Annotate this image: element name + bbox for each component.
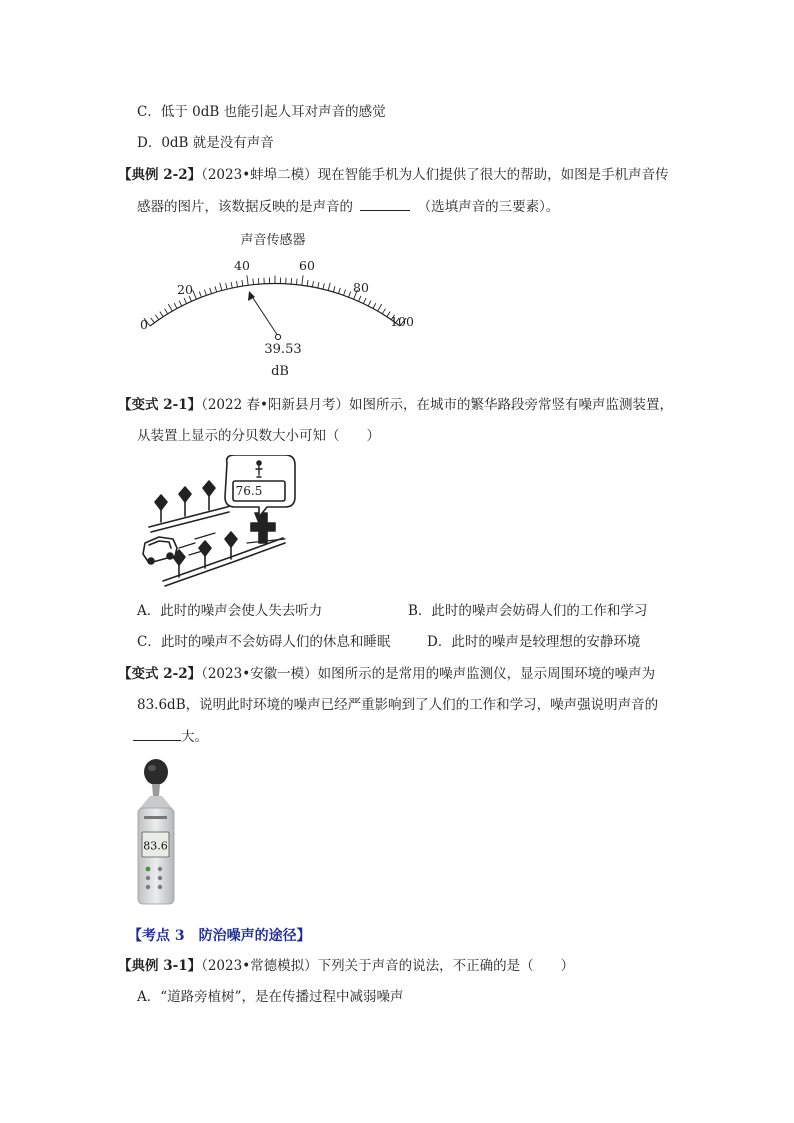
dial-tick: [328, 283, 330, 291]
dial-tick: [378, 304, 382, 311]
option-a: A．“道路旁植树”，是在传播过程中减弱噪声: [137, 989, 404, 1005]
dial-pointer: [251, 295, 278, 336]
dial-tick: [215, 286, 217, 292]
dial-tick: [174, 303, 177, 308]
sound-sensor-figure: [130, 225, 420, 380]
option-d: D．此时的噪声是较理想的安静环境: [427, 634, 641, 650]
dial-tick: [160, 312, 163, 317]
dial-tick: [168, 304, 172, 311]
dial-tick: [296, 279, 297, 285]
option-a: A．此时的噪声会使人失去听力: [137, 603, 323, 619]
question-tag: 【变式 2-1】: [118, 397, 202, 413]
dial-tick: [179, 301, 182, 306]
option-c: C．低于 0dB 也能引起人耳对声音的感觉: [137, 104, 386, 120]
question-2-2-line1: [118, 166, 669, 184]
variant-2-2-line1: [118, 665, 655, 683]
meter-value: 83.6: [143, 839, 168, 853]
answer-blank[interactable]: [133, 727, 181, 741]
question-source: （2023•蚌埠二模）: [201, 167, 318, 183]
section-heading: 【考点 3 防治噪声的途径】: [128, 928, 311, 944]
dial-tick: [359, 296, 361, 301]
dial-tick: [307, 280, 308, 286]
dial-tick: [236, 281, 237, 287]
dial-tick: [382, 309, 385, 314]
scale-label-20: 20: [177, 282, 193, 297]
question-text: 现在智能手机为人们提供了很大的帮助，如图是手机声音传: [317, 167, 669, 183]
scale-label-100: 100: [390, 314, 414, 329]
question-text: 大。: [181, 729, 208, 745]
dial-tick: [302, 275, 303, 285]
dial-tick: [363, 298, 366, 303]
dial-tick: [204, 290, 206, 296]
variant-2-2-line2: 83.6dB，说明此时环境的噪声已经严重影响到了人们的工作和学习，噪声强说明声音的: [137, 697, 659, 713]
question-tag: 【典例 2-2】: [118, 167, 202, 183]
question-tag: 【变式 2-2】: [118, 666, 202, 682]
variant-2-1-line2: 从装置上显示的分贝数大小可知（ ）: [137, 428, 380, 444]
pointer-pivot: [275, 334, 280, 339]
dial-tick: [253, 279, 254, 285]
scale-label-60: 60: [299, 258, 315, 273]
tree-icon: [203, 481, 215, 510]
dial-tick: [220, 283, 222, 291]
dial-tick: [344, 290, 346, 296]
scale-label-40: 40: [234, 258, 250, 273]
dial-tick: [373, 303, 376, 308]
question-source: （2022 春•阳新县月考）: [201, 397, 349, 413]
dial-tick: [199, 292, 201, 298]
reading-value: 39.53: [264, 342, 302, 357]
variant-2-2-line3: [133, 727, 208, 746]
option-b: B．此时的噪声会妨碍人们的工作和学习: [408, 603, 648, 619]
sound-level-meter-icon: [130, 758, 180, 908]
dial-tick: [226, 283, 227, 289]
scale-label-0: 0: [140, 317, 148, 332]
dial-tick: [333, 286, 335, 292]
dial-tick: [312, 281, 313, 287]
question-text: （选填声音的三要素）。: [417, 199, 560, 215]
dial-tick: [349, 292, 351, 298]
street-noise-monitor-illustration: [135, 455, 305, 590]
option-d: D．0dB 就是没有声音: [137, 135, 274, 151]
answer-blank[interactable]: [360, 197, 410, 211]
question-text: 下列关于声音的说法，不正确的是（ ）: [317, 958, 575, 974]
dial-tick: [318, 282, 319, 288]
reading-unit: dB: [271, 364, 289, 379]
dial-tick: [247, 275, 248, 285]
dial-tick: [368, 301, 371, 306]
dial-tick: [323, 283, 324, 289]
tree-icon: [155, 495, 167, 522]
question-2-2-line2: [137, 197, 559, 216]
question-3-1-line1: [118, 957, 574, 975]
dial-tick: [165, 309, 168, 314]
dial-tick: [155, 315, 158, 320]
question-source: （2023•常德模拟）: [201, 958, 318, 974]
option-c: C．此时的噪声不会妨碍人们的休息和睡眠: [137, 634, 391, 650]
dial-tick: [193, 290, 197, 299]
variant-2-1-line1: [118, 396, 673, 414]
dial-tick: [242, 280, 243, 286]
dial-tick: [184, 298, 187, 303]
tree-icon: [179, 487, 191, 516]
question-text: 如图所示，在城市的繁华路段旁常竖有噪声监测装置，: [348, 397, 673, 413]
question-text: 如图所示的是常用的噪声监测仪，显示周围环境的噪声为: [317, 666, 656, 682]
question-tag: 【典例 3-1】: [118, 958, 202, 974]
scale-label-80: 80: [353, 280, 369, 295]
dial-tick: [231, 282, 232, 288]
question-text: 感器的图片，该数据反映的是声音的: [137, 199, 353, 215]
question-source: （2023•安徽一模）: [201, 666, 318, 682]
display-value: 76.5: [235, 484, 263, 498]
dial-tick: [338, 288, 340, 294]
dial-tick: [210, 288, 212, 294]
dial-tick: [151, 318, 155, 323]
figure-title: 声音传感器: [240, 233, 306, 248]
car-icon: [143, 537, 177, 564]
